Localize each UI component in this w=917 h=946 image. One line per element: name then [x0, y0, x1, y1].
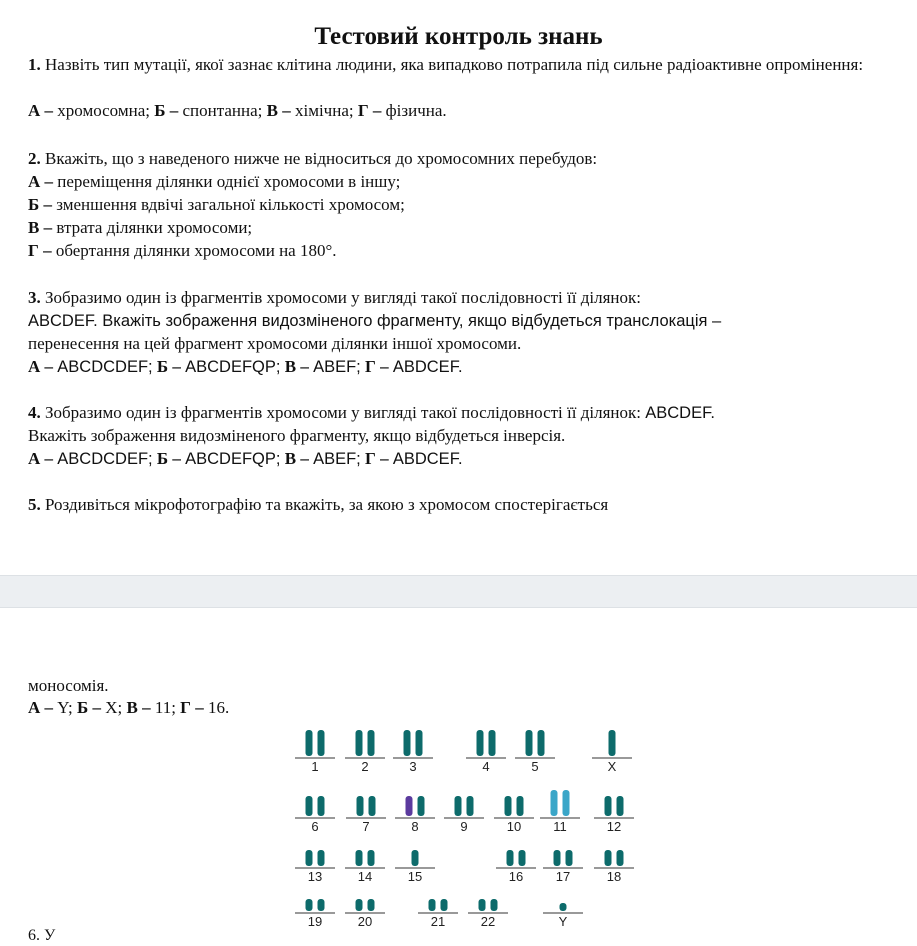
- question-2-option-d: [28, 239, 903, 262]
- chromosome-label: Y: [558, 914, 568, 929]
- chromosome-pair-15: [395, 850, 435, 884]
- question-text: Вкажіть, що з наведеного нижче не відноситься до хромосомних перебудов:: [45, 149, 598, 168]
- chromosome-label: 7: [362, 819, 370, 834]
- question-4-options: [28, 447, 903, 471]
- chromosome-mark: [477, 730, 484, 756]
- option-key: В –: [284, 449, 309, 468]
- option-key: А –: [28, 101, 54, 120]
- question-2-option-b: [28, 193, 903, 216]
- chromosome-label: 8: [411, 819, 419, 834]
- option-key: В –: [126, 698, 151, 717]
- option-key: В –: [266, 101, 291, 120]
- option-text: спонтанна;: [182, 101, 263, 120]
- option-key: Б –: [156, 357, 181, 376]
- chromosome-mark: [563, 790, 570, 816]
- chromosome-mark: [507, 850, 514, 866]
- question-number: 2.: [28, 149, 41, 168]
- chromosome-label: 20: [357, 914, 373, 929]
- chromosome-label: 11: [553, 819, 567, 834]
- chromosome-mark: [412, 850, 419, 866]
- chromosome-mark: [566, 850, 573, 866]
- option-key: В –: [284, 357, 309, 376]
- chromosome-label: 12: [606, 819, 622, 834]
- chromosome-pair-5: [515, 730, 555, 774]
- chromosome-label: 13: [307, 869, 323, 884]
- option-text: ABCDCDEF;: [57, 450, 153, 468]
- question-1: [28, 53, 903, 76]
- chromosome-pair-17: [543, 850, 583, 884]
- chromosome-mark: [318, 730, 325, 756]
- chromosome-pair-14: [345, 850, 385, 884]
- question-text: 6. У: [28, 927, 56, 944]
- chromosome-mark: [538, 730, 545, 756]
- chromosome-pair-X: [592, 730, 632, 774]
- chromosome-label: X: [607, 759, 617, 774]
- chromosome-pair-20: [345, 899, 385, 929]
- document-title: Тестовий контроль знань: [314, 23, 603, 50]
- option-key: Б –: [76, 698, 101, 717]
- chromosome-mark: [491, 899, 498, 911]
- chromosome-label: 15: [407, 869, 423, 884]
- question-3: [28, 286, 903, 309]
- option-text: ABCDEFQP;: [185, 358, 281, 376]
- chromosome-mark: [554, 850, 561, 866]
- question-3-options: [28, 355, 903, 379]
- chromosome-pair-16: [496, 850, 536, 884]
- question-3-line-3: [28, 332, 903, 355]
- chromosome-mark: [418, 796, 425, 816]
- question-text: ABCDEF. Вкажіть зображення видозміненого фрагменту, якщо відбудеться транслокація –: [28, 312, 722, 330]
- chromosome-mark: [455, 796, 462, 816]
- option-text: хімічна;: [294, 101, 354, 120]
- chromosome-mark: [368, 899, 375, 911]
- chromosome-mark: [369, 796, 376, 816]
- question-text: Зобразимо один із фрагментів хромосоми у вигляді такої послідовності її ділянок:: [45, 403, 641, 422]
- question-4: [28, 401, 903, 425]
- chromosome-pair-21: [418, 899, 458, 929]
- chromosome-pair-22: [468, 899, 508, 929]
- chromosome-label: 6: [311, 819, 319, 834]
- option-text: X;: [105, 698, 123, 717]
- chromosome-pair-9: [444, 796, 484, 834]
- chromosome-pair-4: [466, 730, 506, 774]
- option-key: В –: [28, 218, 53, 237]
- chromosome-mark: [404, 730, 411, 756]
- question-text: Роздивіться мікрофотографію та вкажіть, за якою з хромосом спостерігається: [45, 495, 609, 514]
- option-text: ABCDEFQP;: [185, 450, 281, 468]
- option-text: ABEF;: [313, 358, 361, 376]
- chromosome-label: 5: [531, 759, 539, 774]
- chromosome-pair-8: [395, 796, 435, 834]
- question-text: Вкажіть зображення видозміненого фрагменту, якщо відбудеться інверсія.: [28, 426, 566, 445]
- chromosome-mark: [318, 850, 325, 866]
- chromosome-mark: [617, 796, 624, 816]
- chromosome-mark: [517, 796, 524, 816]
- chromosome-mark: [306, 730, 313, 756]
- chromosome-mark: [605, 796, 612, 816]
- chromosome-mark: [318, 899, 325, 911]
- chromosome-mark: [526, 730, 533, 756]
- chromosome-mark: [357, 796, 364, 816]
- chromosome-label: 14: [357, 869, 373, 884]
- option-text: ABEF;: [313, 450, 361, 468]
- option-text: 11;: [154, 698, 176, 717]
- next-question-cut: [28, 926, 55, 946]
- chromosome-label: 2: [361, 759, 369, 774]
- question-text: ABCDEF.: [645, 404, 715, 422]
- chromosome-mark: [605, 850, 612, 866]
- chromosome-pair-6: [295, 796, 335, 834]
- option-text: обертання ділянки хромосоми на 180°.: [55, 241, 337, 260]
- question-1-options: [28, 99, 903, 122]
- question-text: моносомія.: [28, 676, 109, 695]
- chromosome-label: 16: [508, 869, 524, 884]
- chromosome-mark: [467, 796, 474, 816]
- question-2: [28, 147, 903, 170]
- option-key: Г –: [365, 449, 389, 468]
- karyotype-micrograph: [290, 718, 650, 929]
- chromosome-label: 22: [480, 914, 496, 929]
- chromosome-mark: [356, 730, 363, 756]
- chromosome-mark: [356, 850, 363, 866]
- chromosome-pair-11: [540, 790, 580, 834]
- option-key: Б –: [154, 101, 179, 120]
- chromosome-pair-19: [295, 899, 335, 929]
- chromosome-mark: [617, 850, 624, 866]
- chromosome-label: 3: [409, 759, 417, 774]
- option-key: А –: [28, 449, 54, 468]
- chromosome-pair-13: [295, 850, 335, 884]
- question-5-options: [28, 696, 903, 719]
- option-text: переміщення ділянки однієї хромосоми в іншу;: [57, 172, 401, 191]
- question-4-line-2: [28, 424, 903, 447]
- option-text: ABDCEF.: [392, 358, 463, 376]
- question-text: перенесення на цей фрагмент хромосоми ділянки іншої хромосоми.: [28, 334, 522, 353]
- chromosome-pair-10: [494, 796, 534, 834]
- page-separator: [0, 575, 917, 608]
- option-key: А –: [28, 698, 54, 717]
- document-page-2: [0, 608, 917, 944]
- chromosome-mark: [356, 899, 363, 911]
- chromosome-pair-Y: [543, 903, 583, 929]
- option-text: фізична.: [385, 101, 447, 120]
- chromosome-mark: [406, 796, 413, 816]
- chromosome-pair-3: [393, 730, 433, 774]
- chromosome-mark: [505, 796, 512, 816]
- option-text: Y;: [57, 698, 73, 717]
- chromosome-mark: [306, 796, 313, 816]
- option-text: хромосомна;: [57, 101, 150, 120]
- chromosome-label: 4: [482, 759, 490, 774]
- chromosome-mark: [429, 899, 436, 911]
- option-key: А –: [28, 172, 54, 191]
- chromosome-mark: [306, 850, 313, 866]
- chromosome-mark: [368, 730, 375, 756]
- chromosome-mark: [519, 850, 526, 866]
- chromosome-pair-12: [594, 796, 634, 834]
- option-text: втрата ділянки хромосоми;: [56, 218, 253, 237]
- option-text: 16.: [208, 698, 230, 717]
- chromosome-mark: [560, 903, 567, 911]
- chromosome-mark: [609, 730, 616, 756]
- option-key: Г –: [365, 357, 389, 376]
- chromosome-mark: [318, 796, 325, 816]
- option-key: Г –: [357, 101, 382, 120]
- option-key: А –: [28, 357, 54, 376]
- chromosome-pair-2: [345, 730, 385, 774]
- chromosome-mark: [306, 899, 313, 911]
- chromosome-label: 17: [555, 869, 571, 884]
- option-key: Г –: [180, 698, 204, 717]
- chromosome-pair-1: [295, 730, 335, 774]
- question-number: 1.: [28, 55, 41, 74]
- chromosome-pair-18: [594, 850, 634, 884]
- chromosome-label: 10: [506, 819, 522, 834]
- question-2-option-c: [28, 216, 903, 239]
- option-key: Б –: [156, 449, 181, 468]
- chromosome-mark: [441, 899, 448, 911]
- question-3-line-2: [28, 309, 903, 333]
- chromosome-mark: [368, 850, 375, 866]
- option-text: ABCDCDEF;: [57, 358, 153, 376]
- chromosome-label: 21: [430, 914, 446, 929]
- option-text: ABDCEF.: [392, 450, 463, 468]
- chromosome-mark: [479, 899, 486, 911]
- question-2-option-a: [28, 170, 903, 193]
- question-number: 3.: [28, 288, 41, 307]
- chromosome-pair-7: [346, 796, 386, 834]
- chromosome-label: 18: [606, 869, 622, 884]
- chromosome-mark: [551, 790, 558, 816]
- question-text: Зобразимо один із фрагментів хромосоми у вигляді такої послідовності її ділянок:: [45, 288, 641, 307]
- chromosome-label: 9: [460, 819, 468, 834]
- question-5: [28, 493, 903, 516]
- chromosome-label: 19: [307, 914, 323, 929]
- chromosome-mark: [416, 730, 423, 756]
- question-text: Назвіть тип мутації, якої зазнає клітина людини, яка випадково потрапила під сильне радіоактивне опромінення:: [45, 55, 864, 74]
- option-key: Б –: [28, 195, 52, 214]
- question-number: 4.: [28, 403, 41, 422]
- chromosome-mark: [489, 730, 496, 756]
- chromosome-label: 1: [311, 759, 319, 774]
- option-text: зменшення вдвічі загальної кількості хромосом;: [56, 195, 405, 214]
- option-key: Г –: [28, 241, 52, 260]
- question-number: 5.: [28, 495, 41, 514]
- question-5-continuation: [28, 674, 903, 697]
